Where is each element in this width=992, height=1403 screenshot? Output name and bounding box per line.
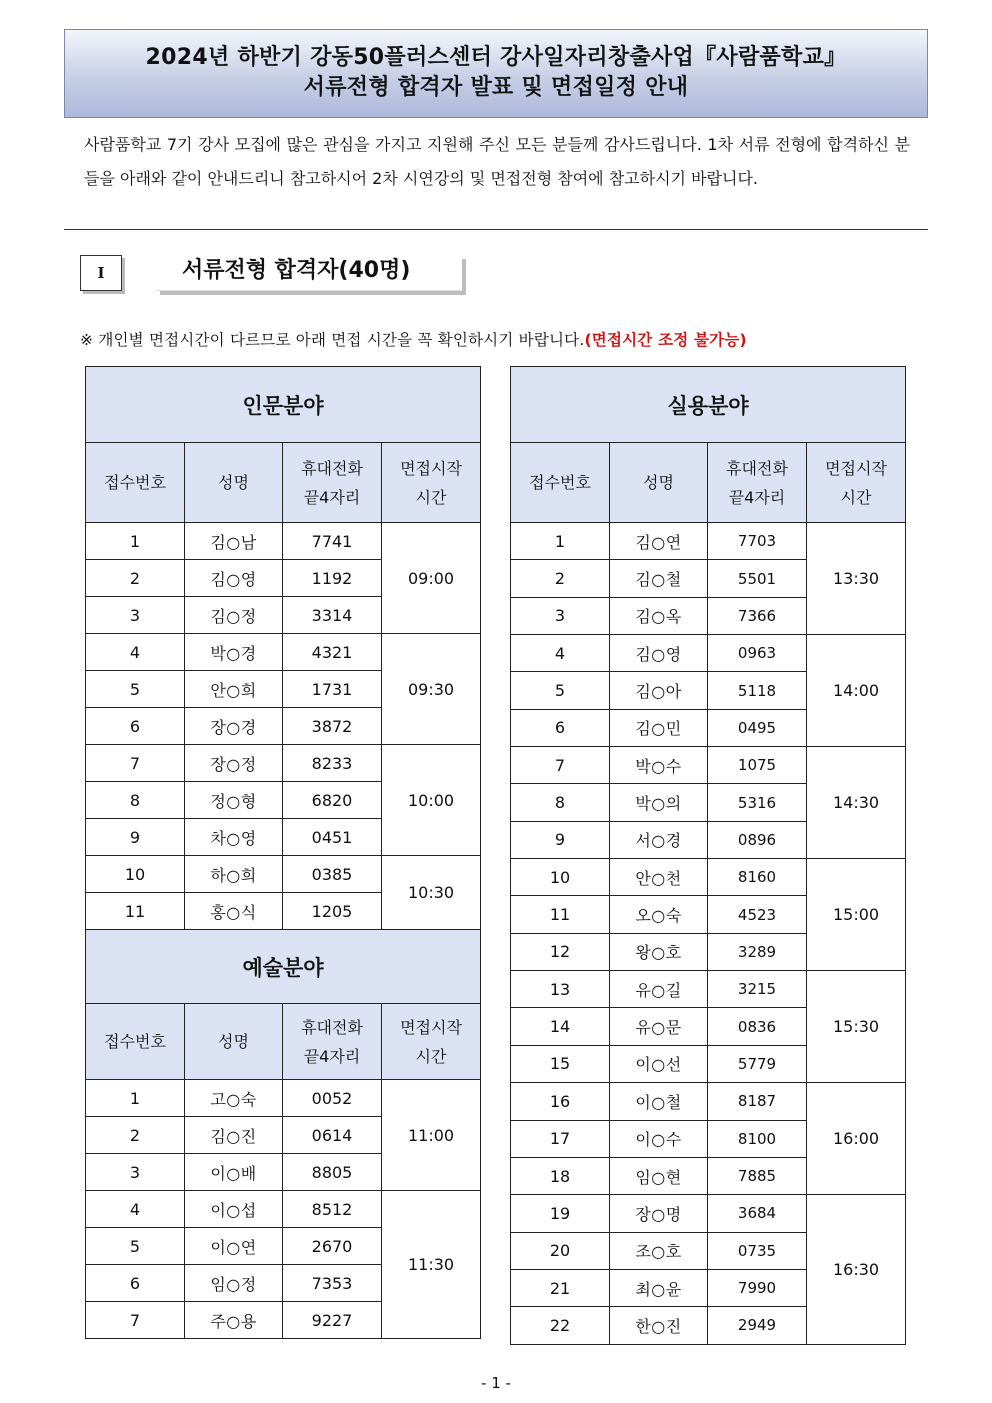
phone-cell: 0963 <box>708 635 807 672</box>
receipt-no-cell: 8 <box>86 782 185 819</box>
phone-cell: 0836 <box>708 1008 807 1045</box>
receipt-no-cell: 7 <box>86 1302 185 1339</box>
name-cell: 김○민 <box>610 709 708 746</box>
receipt-no-cell: 9 <box>86 819 185 856</box>
page-number: - 1 - <box>481 1374 511 1392</box>
name-cell: 이○연 <box>185 1228 283 1265</box>
header-name: 성명 <box>185 1004 283 1080</box>
receipt-no-cell: 12 <box>511 933 610 970</box>
header-receipt-no: 접수번호 <box>86 443 185 523</box>
table-row <box>511 523 906 560</box>
header-phone: 휴대전화 끝4자리 <box>283 443 382 523</box>
receipt-no-cell: 9 <box>511 821 610 858</box>
receipt-no-cell: 1 <box>511 523 610 560</box>
section-number: Ⅰ <box>80 255 122 291</box>
phone-cell: 0735 <box>708 1232 807 1269</box>
receipt-no-cell: 2 <box>511 560 610 597</box>
phone-cell: 8512 <box>283 1191 382 1228</box>
receipt-no-cell: 19 <box>511 1195 610 1232</box>
interview-time-cell: 16:00 <box>807 1083 906 1195</box>
receipt-no-cell: 16 <box>511 1083 610 1120</box>
interview-time-cell: 09:30 <box>382 634 481 745</box>
name-cell: 이○선 <box>610 1045 708 1082</box>
name-cell: 임○정 <box>185 1265 283 1302</box>
header-phone: 휴대전화 끝4자리 <box>283 1004 382 1080</box>
table-row <box>86 856 481 893</box>
table-row <box>86 1191 481 1228</box>
receipt-no-cell: 18 <box>511 1157 610 1194</box>
table-row <box>511 971 906 1008</box>
phone-cell: 8160 <box>708 859 807 896</box>
name-cell: 안○희 <box>185 671 283 708</box>
name-cell: 유○문 <box>610 1008 708 1045</box>
document-title-line1: 2024년 하반기 강동50플러스센터 강사일자리창출사업『사람품학교』 <box>145 45 847 70</box>
phone-cell: 5316 <box>708 784 807 821</box>
receipt-no-cell: 2 <box>86 1117 185 1154</box>
name-cell: 김○진 <box>185 1117 283 1154</box>
name-cell: 김○아 <box>610 672 708 709</box>
interview-time-cell: 15:30 <box>807 971 906 1083</box>
receipt-no-cell: 17 <box>511 1120 610 1157</box>
header-receipt-no: 접수번호 <box>86 1004 185 1080</box>
receipt-no-cell: 4 <box>511 635 610 672</box>
name-cell: 한○진 <box>610 1307 708 1344</box>
receipt-no-cell: 1 <box>86 523 185 560</box>
phone-cell: 4321 <box>283 634 382 671</box>
phone-cell: 0385 <box>283 856 382 893</box>
document-title-line2: 서류전형 합격자 발표 및 면접일정 안내 <box>303 75 689 100</box>
name-cell: 이○배 <box>185 1154 283 1191</box>
table-row <box>511 747 906 784</box>
name-cell: 장○정 <box>185 745 283 782</box>
header-name: 성명 <box>610 443 708 523</box>
table-row <box>86 634 481 671</box>
interview-time-cell: 14:30 <box>807 747 906 859</box>
phone-cell: 1192 <box>283 560 382 597</box>
receipt-no-cell: 5 <box>511 672 610 709</box>
interview-time-cell: 13:30 <box>807 523 906 635</box>
document-title-box <box>64 29 928 118</box>
phone-cell: 0614 <box>283 1117 382 1154</box>
name-cell: 왕○호 <box>610 933 708 970</box>
arts-title: 예술분야 <box>86 930 481 1004</box>
name-cell: 오○숙 <box>610 896 708 933</box>
phone-cell: 7741 <box>283 523 382 560</box>
humanities-title: 인문분야 <box>86 367 481 443</box>
intro-paragraph: 사람품학교 7기 강사 모집에 많은 관심을 가지고 지원해 주신 모든 분들께 감사드립니다. 1차 서류 전형에 합격하신 분들을 아래와 같이 안내드리니 참고하시어 2차 시연강의 및 면접전형 참여에 참고하시기 바랍니다. <box>84 135 910 188</box>
name-cell: 고○숙 <box>185 1080 283 1117</box>
name-cell: 홍○식 <box>185 893 283 930</box>
receipt-no-cell: 2 <box>86 560 185 597</box>
phone-cell: 1205 <box>283 893 382 930</box>
phone-cell: 5779 <box>708 1045 807 1082</box>
interview-time-cell: 10:30 <box>382 856 481 930</box>
receipt-no-cell: 1 <box>86 1080 185 1117</box>
header-time: 면접시작 시간 <box>382 443 481 523</box>
receipt-no-cell: 8 <box>511 784 610 821</box>
table-row <box>86 523 481 560</box>
receipt-no-cell: 7 <box>86 745 185 782</box>
name-cell: 김○철 <box>610 560 708 597</box>
name-cell: 차○영 <box>185 819 283 856</box>
phone-cell: 3314 <box>283 597 382 634</box>
header-phone: 휴대전화 끝4자리 <box>708 443 807 523</box>
receipt-no-cell: 6 <box>511 709 610 746</box>
interview-time-cell: 10:00 <box>382 745 481 856</box>
interview-time-cell: 11:30 <box>382 1191 481 1339</box>
practical-title: 실용분야 <box>511 367 906 443</box>
name-cell: 김○정 <box>185 597 283 634</box>
phone-cell: 7885 <box>708 1157 807 1194</box>
phone-cell: 7366 <box>708 597 807 634</box>
receipt-no-cell: 3 <box>86 597 185 634</box>
receipt-no-cell: 4 <box>86 634 185 671</box>
name-cell: 조○호 <box>610 1232 708 1269</box>
phone-cell: 3872 <box>283 708 382 745</box>
interview-time-cell: 11:00 <box>382 1080 481 1191</box>
name-cell: 장○경 <box>185 708 283 745</box>
name-cell: 서○경 <box>610 821 708 858</box>
header-time: 면접시작 시간 <box>382 1004 481 1080</box>
phone-cell: 8805 <box>283 1154 382 1191</box>
name-cell: 임○현 <box>610 1157 708 1194</box>
phone-cell: 5501 <box>708 560 807 597</box>
receipt-no-cell: 10 <box>86 856 185 893</box>
receipt-no-cell: 7 <box>511 747 610 784</box>
receipt-no-cell: 6 <box>86 1265 185 1302</box>
receipt-no-cell: 6 <box>86 708 185 745</box>
receipt-no-cell: 22 <box>511 1307 610 1344</box>
table-row <box>511 1083 906 1120</box>
phone-cell: 3215 <box>708 971 807 1008</box>
phone-cell: 8100 <box>708 1120 807 1157</box>
name-cell: 김○옥 <box>610 597 708 634</box>
phone-cell: 7990 <box>708 1269 807 1306</box>
name-cell: 김○영 <box>185 560 283 597</box>
humanities-arts-table <box>85 366 481 1339</box>
receipt-no-cell: 3 <box>86 1154 185 1191</box>
phone-cell: 3684 <box>708 1195 807 1232</box>
receipt-no-cell: 15 <box>511 1045 610 1082</box>
receipt-no-cell: 4 <box>86 1191 185 1228</box>
name-cell: 김○남 <box>185 523 283 560</box>
table-row <box>86 745 481 782</box>
receipt-no-cell: 3 <box>511 597 610 634</box>
notice <box>80 328 747 350</box>
interview-time-cell: 09:00 <box>382 523 481 634</box>
header-name: 성명 <box>185 443 283 523</box>
receipt-no-cell: 5 <box>86 1228 185 1265</box>
phone-cell: 0052 <box>283 1080 382 1117</box>
name-cell: 유○길 <box>610 971 708 1008</box>
receipt-no-cell: 13 <box>511 971 610 1008</box>
table-row <box>86 1080 481 1117</box>
phone-cell: 4523 <box>708 896 807 933</box>
divider <box>64 229 928 230</box>
receipt-no-cell: 10 <box>511 859 610 896</box>
phone-cell: 0451 <box>283 819 382 856</box>
table-row <box>511 635 906 672</box>
phone-cell: 9227 <box>283 1302 382 1339</box>
phone-cell: 0495 <box>708 709 807 746</box>
name-cell: 김○영 <box>610 635 708 672</box>
receipt-no-cell: 11 <box>86 893 185 930</box>
interview-time-cell: 16:30 <box>807 1195 906 1344</box>
receipt-no-cell: 14 <box>511 1008 610 1045</box>
name-cell: 하○희 <box>185 856 283 893</box>
name-cell: 주○용 <box>185 1302 283 1339</box>
section-title: 서류전형 합격자(40명) <box>156 255 462 291</box>
name-cell: 박○의 <box>610 784 708 821</box>
phone-cell: 8233 <box>283 745 382 782</box>
phone-cell: 1731 <box>283 671 382 708</box>
practical-table <box>510 366 906 1345</box>
receipt-no-cell: 5 <box>86 671 185 708</box>
name-cell: 장○명 <box>610 1195 708 1232</box>
header-time: 면접시작 시간 <box>807 443 906 523</box>
name-cell: 이○철 <box>610 1083 708 1120</box>
phone-cell: 7703 <box>708 523 807 560</box>
phone-cell: 1075 <box>708 747 807 784</box>
receipt-no-cell: 20 <box>511 1232 610 1269</box>
interview-time-cell: 14:00 <box>807 635 906 747</box>
name-cell: 안○천 <box>610 859 708 896</box>
receipt-no-cell: 21 <box>511 1269 610 1306</box>
name-cell: 최○윤 <box>610 1269 708 1306</box>
interview-time-cell: 15:00 <box>807 859 906 971</box>
phone-cell: 8187 <box>708 1083 807 1120</box>
phone-cell: 0896 <box>708 821 807 858</box>
name-cell: 이○수 <box>610 1120 708 1157</box>
notice-text: ※ 개인별 면접시간이 다르므로 아래 면접 시간을 꼭 확인하시기 바랍니다. <box>80 331 585 349</box>
header-receipt-no: 접수번호 <box>511 443 610 523</box>
name-cell: 이○섭 <box>185 1191 283 1228</box>
table-row <box>511 1195 906 1232</box>
table-row <box>511 859 906 896</box>
phone-cell: 7353 <box>283 1265 382 1302</box>
name-cell: 정○형 <box>185 782 283 819</box>
name-cell: 박○수 <box>610 747 708 784</box>
phone-cell: 5118 <box>708 672 807 709</box>
notice-highlight: (면접시간 조정 불가능) <box>584 331 747 349</box>
name-cell: 김○연 <box>610 523 708 560</box>
phone-cell: 6820 <box>283 782 382 819</box>
phone-cell: 3289 <box>708 933 807 970</box>
phone-cell: 2949 <box>708 1307 807 1344</box>
receipt-no-cell: 11 <box>511 896 610 933</box>
name-cell: 박○경 <box>185 634 283 671</box>
phone-cell: 2670 <box>283 1228 382 1265</box>
